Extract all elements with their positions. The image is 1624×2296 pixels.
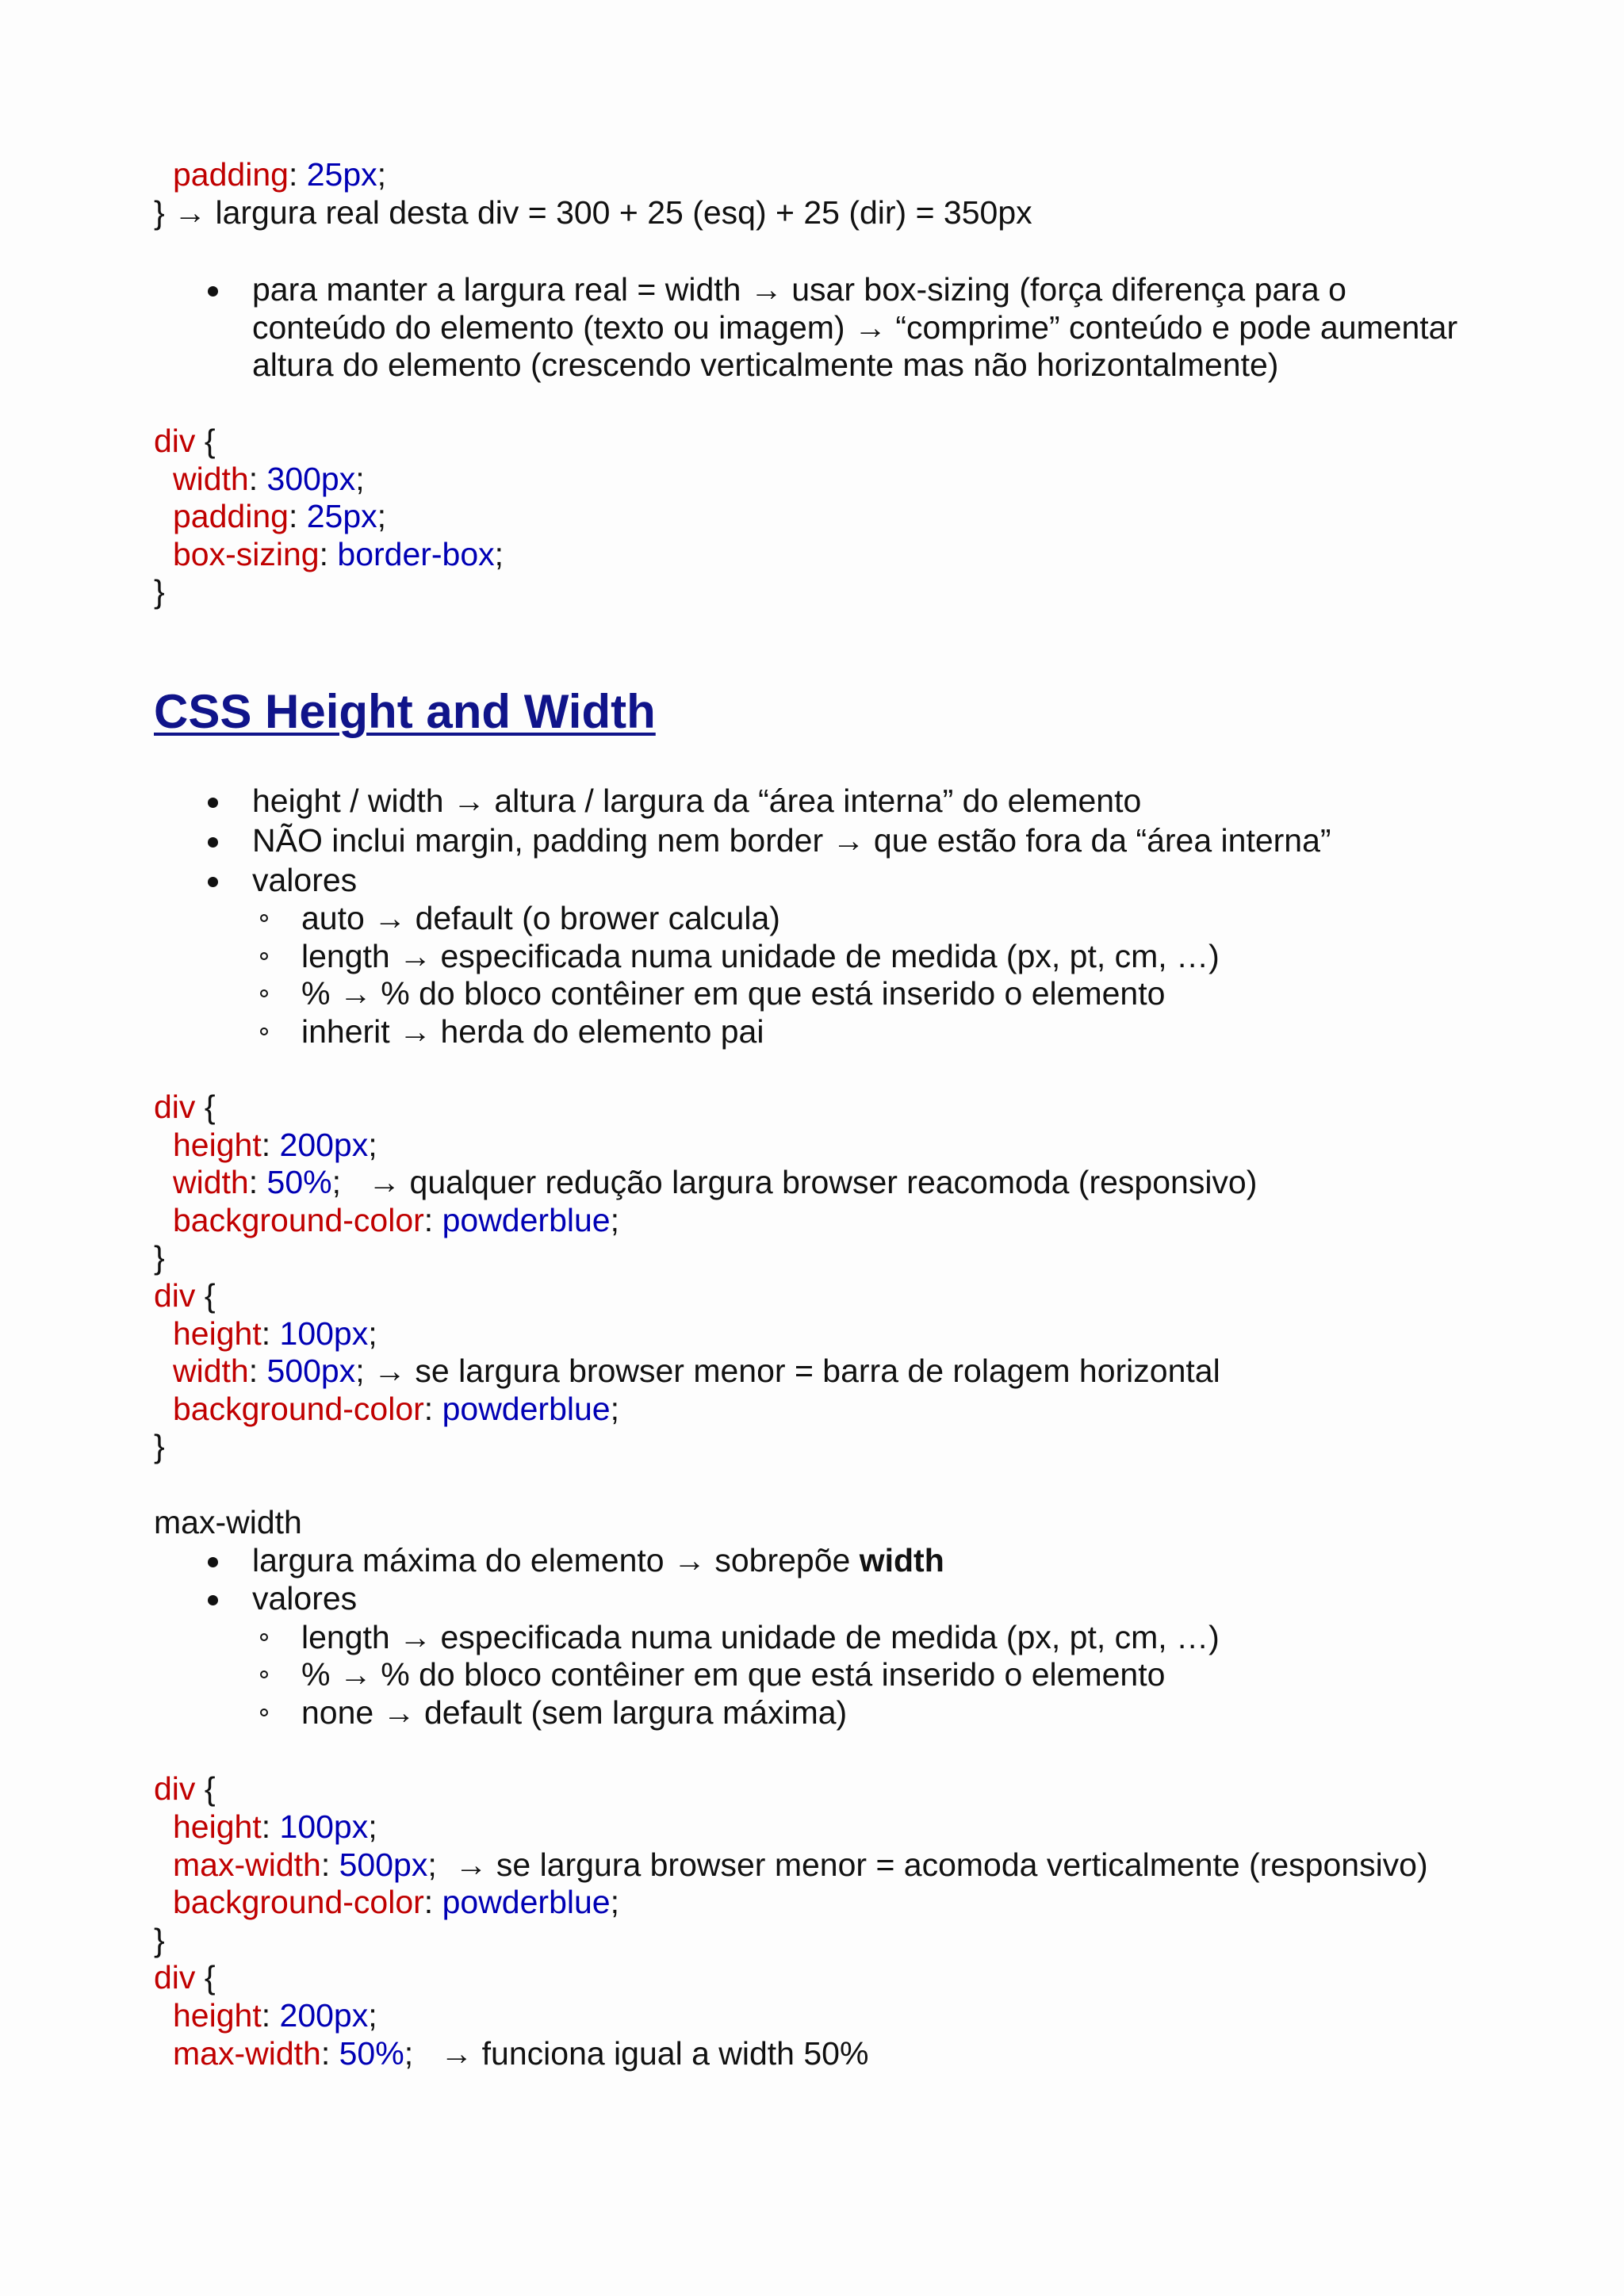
css-property: padding [173,156,289,193]
code-line-height: height: 100px; [173,1315,377,1352]
bullet-icon [208,798,218,808]
css-value: 500px [266,1353,356,1389]
open-brace: { [195,423,216,459]
code-line-width: width: 300px; [173,461,365,497]
css-value: 300px [266,461,356,497]
code-line-max-width: max-width: 500px; → se largura browser menor = acomoda verticalmente (responsivo) [173,1846,1428,1883]
max-width-title: max-width [154,1504,302,1540]
css-property: width [173,461,249,497]
css-value: powderblue [442,1391,611,1427]
css-property: width [173,1164,249,1200]
section-heading: CSS Height and Width [154,685,656,738]
close-brace: } [154,573,165,610]
css-property: height [173,1997,262,2034]
code-line-background: background-color: powderblue; [173,1391,619,1427]
css-property: height [173,1127,262,1163]
close-brace: } [154,1428,165,1464]
css-value: powderblue [442,1202,611,1238]
bullet-icon [208,1557,218,1567]
bullet-text: valores [252,862,358,898]
sub-bullet-text: % → % do bloco contêiner em que está inserido o elemento [301,1656,1166,1693]
code-line-padding: padding: 25px; [173,498,387,534]
css-value: 200px [279,1127,369,1163]
css-selector: div [154,1277,196,1314]
bullet-icon [208,877,218,887]
sub-bullet-text: length → especificada numa unidade de medida (px, pt, cm, …) [301,1619,1220,1655]
css-value: 500px [339,1846,428,1883]
css-selector: div [154,423,196,459]
css-value: 100px [279,1315,369,1352]
bullet-text-line: conteúdo do elemento (texto ou imagem) → “comprime” conteúdo e pode aumentar [252,309,1458,346]
code-line-selector [154,1276,216,1314]
bullet-icon [208,837,218,848]
css-value: 50% [339,2035,404,2072]
sub-bullet-text: length → especificada numa unidade de medida (px, pt, cm, …) [301,938,1220,974]
code-line-selector [154,1770,216,1808]
code-line-width: width: 50%; → qualquer redução largura browser reacomoda (responsivo) [173,1164,1258,1200]
code-line-height: height: 200px; [173,1127,377,1163]
code-line-selector [154,1088,216,1126]
sub-bullet-text: % → % do bloco contêiner em que está inserido o elemento [301,975,1166,1012]
bullet-text-plain: largura máxima do elemento → sobrepõe [252,1542,860,1578]
bullet-text: height / width → altura / largura da “área interna” do elemento [252,783,1142,819]
open-brace: { [195,1089,216,1125]
sub-bullet-icon [260,1670,268,1678]
css-value: border-box [337,536,495,572]
close-brace: } [154,1922,165,1958]
bullet-text [252,1541,944,1579]
css-selector: div [154,1959,196,1996]
open-brace: { [195,1959,216,1996]
code-line-selector [154,1958,216,1996]
css-property: padding [173,498,289,534]
css-property: background-color [173,1884,424,1920]
code-line-background: background-color: powderblue; [173,1884,619,1920]
code-line-width: width: 500px; → se largura browser menor = barra de rolagem horizontal [173,1353,1220,1389]
open-brace: { [195,1770,216,1807]
bullet-text: NÃO inclui margin, padding nem border → que estão fora da “área interna” [252,822,1331,859]
css-value: 100px [279,1808,369,1845]
sub-bullet-text: none → default (sem largura máxima) [301,1694,848,1731]
bullet-text: valores [252,1580,358,1617]
code-line-padding: padding: 25px; [173,156,387,193]
sub-bullet-icon [260,1633,268,1641]
code-comment: → funciona igual a width 50% [440,2035,869,2072]
css-property: max-width [173,1846,321,1883]
css-selector: div [154,1770,196,1807]
code-line-selector [154,422,216,460]
css-selector: div [154,1089,196,1125]
css-value: 200px [279,1997,369,2034]
css-value: 50% [266,1164,332,1200]
css-value: powderblue [442,1884,611,1920]
css-value: 25px [306,498,377,534]
css-value: 25px [306,156,377,193]
sub-bullet-icon [260,952,268,960]
bullet-icon [208,1595,218,1605]
code-comment: → qualquer redução largura browser reacomoda (responsivo) [368,1164,1258,1200]
code-line-height: height: 200px; [173,1997,377,2034]
bullet-text-bold: width [859,1542,944,1578]
bullet-icon [208,286,218,297]
css-property: max-width [173,2035,321,2072]
sub-bullet-icon [260,914,268,922]
css-property: background-color [173,1391,424,1427]
bullet-text-line: para manter a largura real = width → usar box-sizing (força diferença para o [252,271,1346,308]
code-comment: → se largura browser menor = barra de rolagem horizontal [373,1353,1220,1389]
sub-bullet-text: inherit → herda do elemento pai [301,1013,764,1050]
code-comment: → se largura browser menor = acomoda verticalmente (responsivo) [454,1846,1428,1883]
css-property: height [173,1808,262,1845]
css-property: box-sizing [173,536,320,572]
sub-bullet-icon [260,1709,268,1716]
code-line-max-width: max-width: 50%; → funciona igual a width 50% [173,2035,869,2072]
code-line-box-sizing: box-sizing: border-box; [173,536,504,572]
close-brace: } [154,1239,165,1276]
open-brace: { [195,1277,216,1314]
css-property: width [173,1353,249,1389]
css-property: height [173,1315,262,1352]
css-property: background-color [173,1202,424,1238]
sub-bullet-icon [260,989,268,997]
closing-note: } → largura real desta div = 300 + 25 (esq) + 25 (dir) = 350px [154,194,1032,231]
code-line-background: background-color: powderblue; [173,1202,619,1238]
bullet-text-line: altura do elemento (crescendo verticalmente mas não horizontalmente) [252,346,1279,383]
code-line-height: height: 100px; [173,1808,377,1845]
sub-bullet-icon [260,1027,268,1035]
sub-bullet-text: auto → default (o brower calcula) [301,900,780,936]
